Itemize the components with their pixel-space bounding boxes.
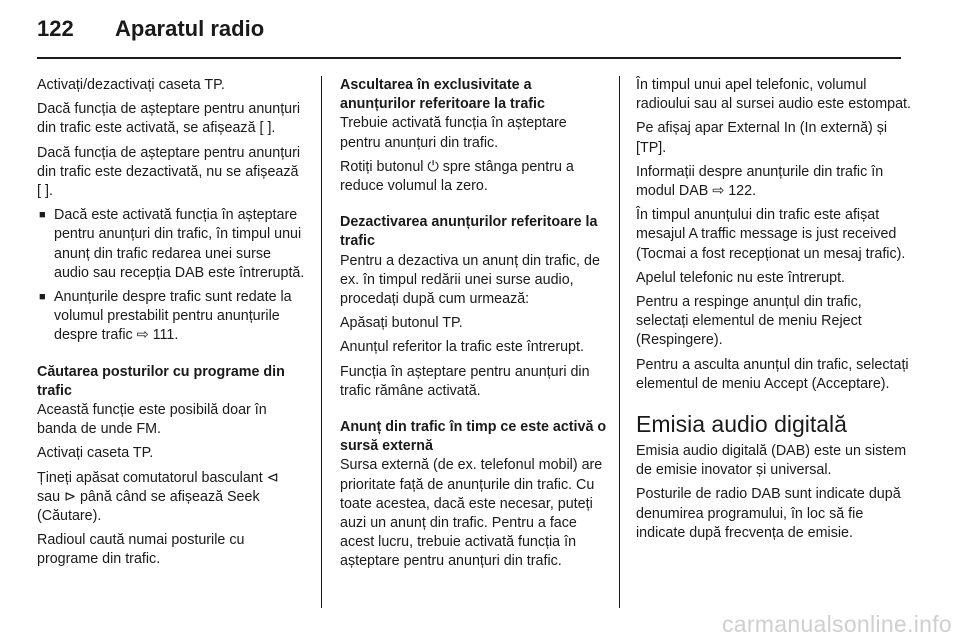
page-number: 122 [37,16,74,41]
section-heading-search: Căutarea posturilor cu programe din trafic [37,363,285,399]
paragraph: Funcția în așteptare pentru anunțuri din trafic rămâne activată. [340,363,590,399]
bullet-item: ■ Anunțurile despre trafic sunt redate la volumul prestabilit pentru anunțurile despre trafic ⇨ 111. [37,288,305,346]
paragraph: Activați caseta TP. [37,445,154,462]
section-heading-external-source: Anunț din trafic în timp ce este activă o sursă externă [340,419,607,455]
paragraph: Emisia audio digitală (DAB) este un sistem de emisie inovator și universal. [636,443,907,479]
paragraph: Informații despre anunțurile din trafic în modul DAB ⇨ 122. [636,163,884,200]
section-title-dab: Emisia audio digitală [636,411,847,438]
paragraph: Pentru a respinge anunțul din trafic, selectați elementul de meniu Reject (Respingere). [636,294,862,349]
paragraph: Pentru a asculta anunțul din trafic, selectați elementul de meniu Accept (Acceptare). [636,356,909,392]
paragraph: În timpul unui apel telefonic, volumul radioului sau al sursei audio este estompat. [636,77,911,113]
column-1 [37,76,305,575]
watermark: carmanualsonline.info [721,611,952,637]
paragraph: Apăsați butonul TP. [340,315,463,332]
paragraph: Această funcție este posibilă doar în banda de unde FM. [37,402,267,438]
paragraph: Pe afișaj apar External In (In externă) și [TP]. [636,120,888,156]
section-heading-exclusive: Ascultarea în exclusivitate a anunțurilor referitoare la trafic [340,77,545,113]
column-divider-1 [321,76,322,608]
paragraph: Trebuie activată funcția în așteptare pentru anunțuri din trafic. [340,115,567,151]
page-title: Aparatul radio [115,16,265,41]
paragraph: Apelul telefonic nu este întrerupt. [636,269,846,286]
column-2 [340,76,608,577]
page-header [37,16,264,50]
paragraph: Anunțul referitor la trafic este întrerupt. [340,339,584,356]
paragraph: Radioul caută numai posturile cu programe din trafic. [37,532,245,568]
paragraph: Rotiți butonul ⏻ spre stânga pentru a reduce volumul la zero. [340,158,574,195]
paragraph: În timpul anunțului din trafic este afișat mesajul A traffic message is just received (Tocmai a fost recepționat un mesaj trafic). [636,207,906,262]
bullet-item: ■ Dacă este activată funcția în așteptare pentru anunțuri din trafic, în timpul unui anunț din trafic redarea unei surse audio sau recepția DAB este întreruptă. [37,206,305,283]
paragraph: Posturile de radio DAB sunt indicate după denumirea programului, în loc să fie indicate după frecvența de emisie. [636,486,901,541]
paragraph: Pentru a dezactiva un anunț din trafic, de ex. în timpul redării unei surse audio, procedați după cum urmează: [340,252,600,308]
column-divider-2 [619,76,620,608]
bullet-list [37,206,305,345]
paragraph: Dacă funcția de așteptare pentru anunțuri din trafic este dezactivată, nu se afișează [ ]. [37,144,301,200]
header-divider [37,57,901,59]
paragraph: Țineți apăsat comutatorul basculant ⊲ sau ⊳ până când se afișează Seek (Căutare). [37,469,279,525]
column-3 [636,76,911,548]
paragraph: Dacă funcția de așteptare pentru anunțuri din trafic este activată, se afișează [ ]. [37,101,301,137]
section-heading-deactivate: Dezactivarea anunțurilor referitoare la trafic [340,214,598,250]
paragraph: Activați/dezactivați caseta TP. [37,77,225,93]
paragraph: Sursa externă (de ex. telefonul mobil) are prioritate față de anunțurile din trafic. Cu toate acestea, dacă este necesar, puteți auzi un anunț din trafic. Pentru a face acest lucru, trebuie activată funcția în așteptare pentru anunțuri din trafic. [340,457,603,570]
